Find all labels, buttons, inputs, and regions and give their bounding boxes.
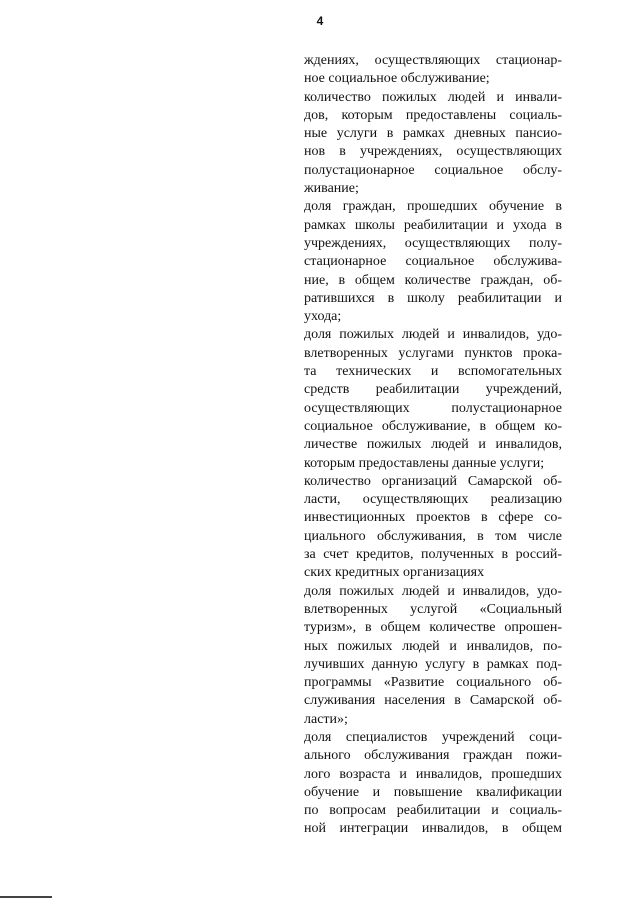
- text-line: стационарное социальное обслужива-: [304, 254, 562, 270]
- text-line: та технических и вспомогательных: [304, 364, 562, 380]
- text-line: средств реабилитации учреждений,: [304, 382, 562, 398]
- text-line: инвестиционных проектов в сфере со-: [304, 510, 562, 526]
- text-line: осуществляющих полустационарное: [304, 400, 562, 416]
- text-line: количество пожилых людей и инвали-: [304, 89, 562, 105]
- text-line: программы «Развитие социального об-: [304, 675, 562, 691]
- text-line: за счет кредитов, полученных в россий-: [304, 547, 562, 563]
- text-line: ратившихся в школу реабилитации и: [304, 290, 562, 306]
- text-line: циального обслуживания, в том числе: [304, 528, 562, 544]
- text-line: нов в учреждениях, осуществляющих: [304, 144, 562, 160]
- text-line: ального обслуживания граждан пожи-: [304, 748, 562, 764]
- text-line: служивания населения в Самарской об-: [304, 693, 562, 709]
- text-line: обучение и повышение квалификации: [304, 784, 562, 800]
- page-number: 4: [316, 14, 324, 28]
- text-line: живание;: [304, 181, 359, 197]
- text-line: рамках школы реабилитации и ухода в: [304, 217, 562, 233]
- text-line: влетворенных услугами пунктов прока-: [304, 345, 562, 361]
- text-line: лучивших данную услугу в рамках под-: [304, 656, 562, 672]
- text-line: полустационарное социальное обслу-: [304, 162, 562, 178]
- text-line: ских кредитных организациях: [304, 565, 485, 581]
- text-line: ухода;: [304, 309, 342, 325]
- text-line: ждениях, осуществляющих стационар-: [304, 53, 562, 68]
- text-line: личестве пожилых людей и инвалидов,: [304, 437, 562, 453]
- text-line: доля специалистов учреждений соци-: [304, 729, 562, 745]
- text-line: туризм», в общем количестве опрошен-: [304, 620, 562, 636]
- text-line: ные услуги в рамках дневных пансио-: [304, 126, 562, 142]
- text-line: ных пожилых людей и инвалидов, по-: [304, 638, 562, 654]
- text-line: доля граждан, прошедших обучение в: [304, 199, 562, 215]
- text-line: учреждениях, осуществляющих полу-: [304, 235, 562, 251]
- text-line: ной интеграции инвалидов, в общем: [304, 821, 562, 837]
- text-line: по вопросам реабилитации и социаль-: [304, 803, 562, 819]
- text-line: доля пожилых людей и инвалидов, удо-: [304, 327, 562, 343]
- text-line: ласти»;: [304, 711, 348, 727]
- text-line: социальное обслуживание, в общем ко-: [304, 418, 562, 434]
- text-line: дов, которым предоставлены социаль-: [304, 107, 562, 123]
- text-line: количество организаций Самарской об-: [304, 473, 562, 489]
- text-line: лого возраста и инвалидов, прошедших: [304, 766, 562, 782]
- scan-edge-mark: [0, 896, 52, 898]
- text-line: ное социальное обслуживание;: [304, 71, 490, 87]
- text-line: влетворенных услугой «Социальный: [304, 601, 562, 617]
- text-column: [304, 52, 562, 839]
- text-line: доля пожилых людей и инвалидов, удо-: [304, 583, 562, 599]
- text-line: ласти, осуществляющих реализацию: [304, 492, 562, 508]
- text-line: которым предоставлены данные услуги;: [304, 455, 545, 471]
- text-line: ние, в общем количестве граждан, об-: [304, 272, 562, 288]
